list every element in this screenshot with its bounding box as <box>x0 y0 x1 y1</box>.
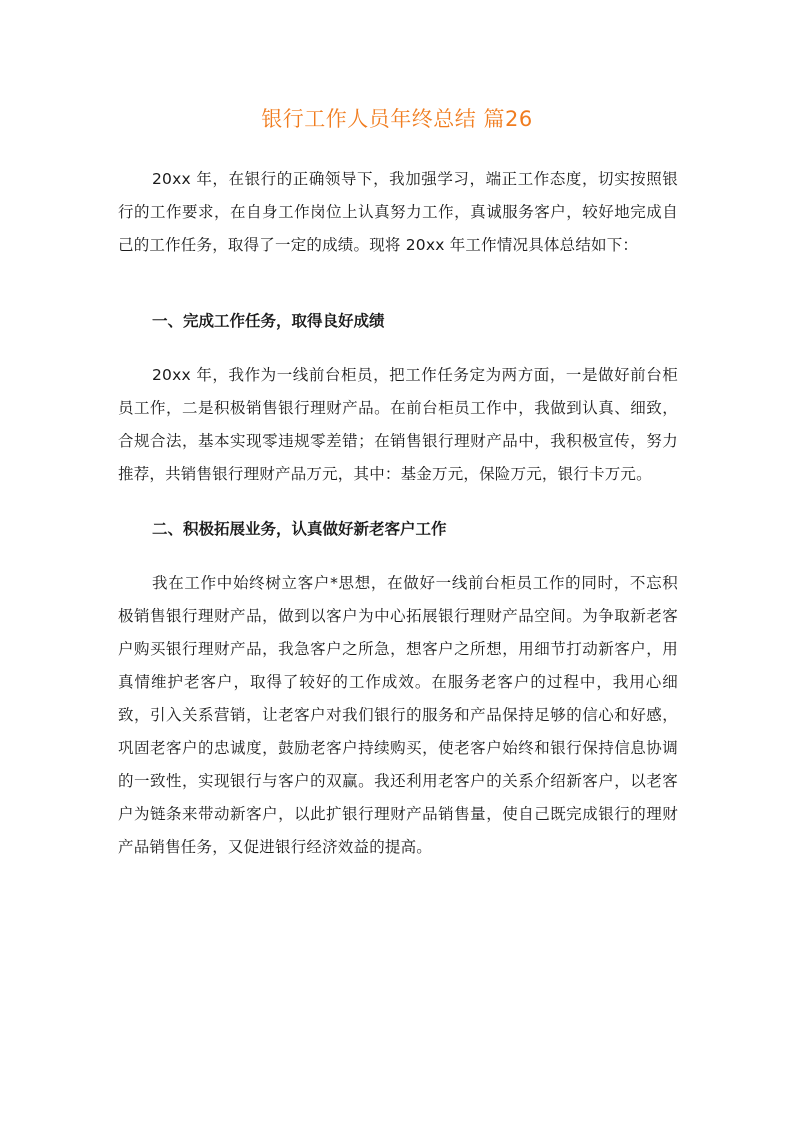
intro-paragraph: 20xx 年，在银行的正确领导下，我加强学习，端正工作态度，切实按照银行的工作要求，在自身工作岗位上认真努力工作，真诚服务客户，较好地完成自己的工作任务，取得了一定的成绩。现将 20xx 年工作情况具体总结如下： <box>118 170 678 254</box>
spacer <box>118 491 678 513</box>
spacer <box>118 546 678 567</box>
section-body-1: 20xx 年，我作为一线前台柜员，把工作任务定为两方面，一是做好前台柜员工作，二是积极销售银行理财产品。在前台柜员工作中，我做到认真、细致，合规合法，基本实现零违规零差错；在销售银行理财产品中，我积极宣传，努力推荐，共销售银行理财产品万元，其中：基金万元，保险万元，银行卡万元。 <box>118 366 678 483</box>
document-title: 银行工作人员年终总结 篇26 <box>261 107 533 131</box>
section-heading-2: 二、积极拓展业务，认真做好新老客户工作 <box>152 520 447 538</box>
section-body-2: 我在工作中始终树立客户*思想，在做好一线前台柜员工作的同时，不忘积极销售银行理财产品，做到以客户为中心拓展银行理财产品空间。为争取新老客户购买银行理财产品，我急客户之所急，想客户之所想，用细节打动新客户，用真情维护老客户，取得了较好的工作成效。在服务老客户的过程中，我用心细致，引入关系营销，让老客户对我们银行的服务和产品保持足够的信心和好感，巩固老客户的忠诚度，鼓励老客户持续购买，使老客户始终和银行保持信息协调的一致性，实现银行与客户的双赢。我还利用老客户的关系介绍新客户，以老客户为链条来带动新客户，以此扩银行理财产品销售量，使自己既完成银行的理财产品销售任务，又促进银行经济效益的提高。 <box>118 574 678 856</box>
document-body <box>118 163 678 864</box>
section-heading-1: 一、完成工作任务，取得良好成绩 <box>152 312 385 330</box>
spacer <box>118 262 678 305</box>
spacer <box>118 338 678 359</box>
